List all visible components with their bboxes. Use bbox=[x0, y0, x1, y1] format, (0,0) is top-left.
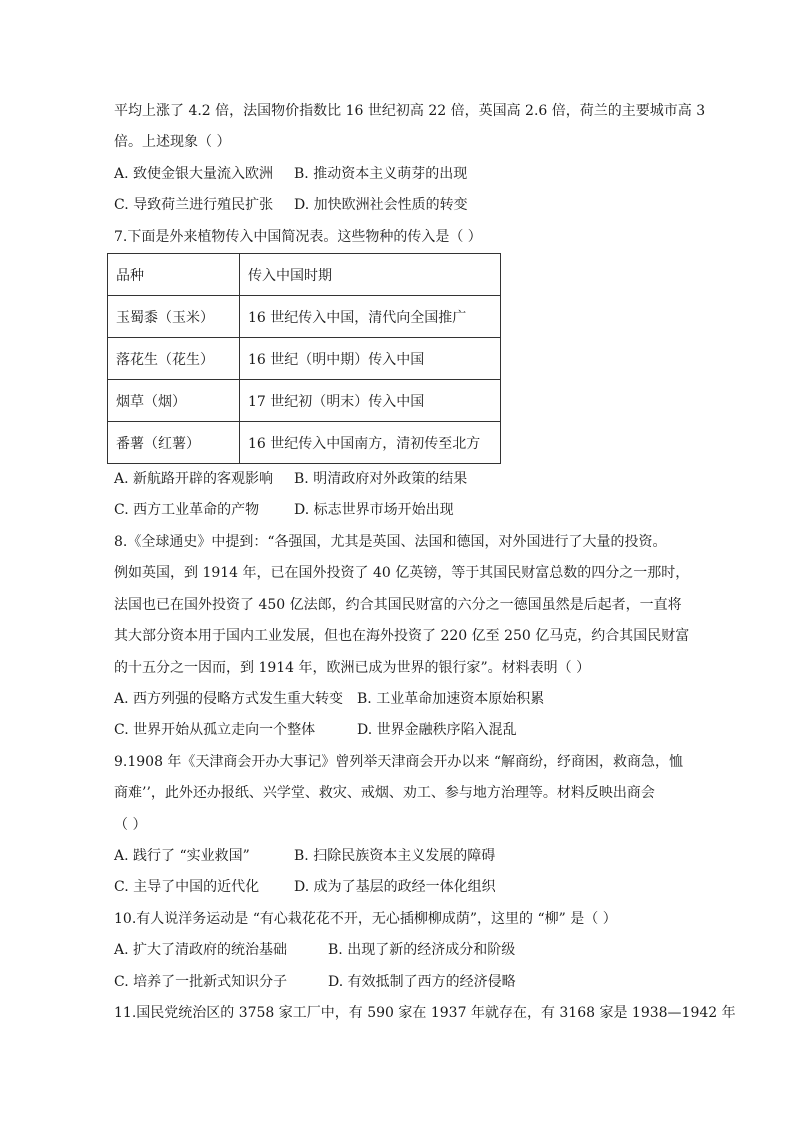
table-cell: 17 世纪初（明末）传入中国 bbox=[240, 380, 501, 422]
table-row bbox=[108, 380, 501, 422]
q8-option-d: D. 世界金融秩序陷入混乱 bbox=[357, 722, 517, 738]
table-header-cell: 传入中国时期 bbox=[240, 254, 501, 296]
q9-option-b: B. 扫除民族资本主义发展的障碍 bbox=[294, 848, 496, 864]
q9-stem-line-1: 9.1908 年《天津商会开办大事记》曾列举天津商会开办以来 “解商纷，纾商困，救商急，恤 bbox=[114, 754, 684, 770]
q8-option-a: A. 西方列强的侵略方式发生重大转变 bbox=[114, 691, 344, 707]
plant-table bbox=[107, 253, 501, 464]
q10-option-a: A. 扩大了清政府的统治基础 bbox=[114, 942, 288, 958]
table-row bbox=[108, 422, 501, 464]
q9-option-a: A. 践行了 “实业救国” bbox=[114, 848, 250, 864]
q10-option-b: B. 出现了新的经济成分和阶级 bbox=[328, 942, 516, 958]
table-cell: 16 世纪传入中国南方，清初传至北方 bbox=[240, 422, 501, 464]
q6-option-d: D. 加快欧洲社会性质的转变 bbox=[294, 197, 468, 213]
q9-option-d: D. 成为了基层的政经一体化组织 bbox=[294, 879, 496, 895]
q9-stem-line-2: 商难’’，此外还办报纸、兴学堂、救灾、戒烟、劝工、参与地方治理等。材料反映出商会 bbox=[114, 785, 655, 801]
q8-stem-line-3: 法国也已在国外投资了 450 亿法郎，约合其国民财富的六分之一德国虽然是后起者，一直将 bbox=[114, 597, 682, 613]
q8-stem-line-4: 其大部分资本用于国内工业发展，但也在海外投资了 220 亿至 250 亿马克，约合其国民财富 bbox=[114, 628, 690, 644]
q10-stem: 10.有人说洋务运动是 “有心栽花花不开，无心插柳柳成荫”，这里的 “柳” 是（ ） bbox=[114, 911, 617, 927]
q8-option-b: B. 工业革命加速资本原始积累 bbox=[357, 691, 545, 707]
q7-stem: 7.下面是外来植物传入中国简况表。这些物种的传入是（ ） bbox=[114, 229, 482, 245]
q8-stem-line-1: 8.《全球通史》中提到：“各强国，尤其是英国、法国和德国，对外国进行了大量的投资。 bbox=[114, 534, 667, 550]
q7-option-b: B. 明清政府对外政策的结果 bbox=[294, 471, 468, 487]
q6-option-c: C. 导致荷兰进行殖民扩张 bbox=[114, 197, 274, 213]
q6-stem-line-1: 平均上涨了 4.2 倍，法国物价指数比 16 世纪初高 22 倍，英国高 2.6 倍，荷兰的主要城市高 3 bbox=[114, 103, 706, 119]
q11-stem-line-1: 11.国民党统治区的 3758 家工厂中，有 590 家在 1937 年就存在，有 3168 家是 1938—1942 年 bbox=[114, 1005, 736, 1021]
q8-stem-line-2: 例如英国，到 1914 年，已在国外投资了 40 亿英镑，等于其国民财富总数的四分之一那时， bbox=[114, 565, 690, 581]
q6-option-b: B. 推动资本主义萌芽的出现 bbox=[294, 166, 468, 182]
q10-option-d: D. 有效抵制了西方的经济侵略 bbox=[328, 974, 516, 990]
q6-stem-line-2: 倍。上述现象（ ） bbox=[114, 134, 231, 150]
q10-option-c: C. 培养了一批新式知识分子 bbox=[114, 974, 288, 990]
table-cell: 16 世纪传入中国，清代向全国推广 bbox=[240, 296, 501, 338]
q6-option-a: A. 致使金银大量流入欧洲 bbox=[114, 166, 274, 182]
table-cell: 烟草（烟） bbox=[108, 380, 240, 422]
q7-option-d: D. 标志世界市场开始出现 bbox=[294, 502, 454, 518]
table-row bbox=[108, 338, 501, 380]
table-cell: 16 世纪（明中期）传入中国 bbox=[240, 338, 501, 380]
q8-option-c: C. 世界开始从孤立走向一个整体 bbox=[114, 722, 316, 738]
q7-option-a: A. 新航路开辟的客观影响 bbox=[114, 471, 274, 487]
table-header-row bbox=[108, 254, 501, 296]
q9-stem-line-3: （ ） bbox=[114, 817, 147, 833]
q7-option-c: C. 西方工业革命的产物 bbox=[114, 502, 260, 518]
q8-stem-line-5: 的十五分之一因而，到 1914 年，欧洲已成为世界的银行家”。材料表明（ ） bbox=[114, 660, 591, 676]
table-row bbox=[108, 296, 501, 338]
table-cell: 番薯（红薯） bbox=[108, 422, 240, 464]
table-header-cell: 品种 bbox=[108, 254, 240, 296]
table-cell: 玉蜀黍（玉米） bbox=[108, 296, 240, 338]
q9-option-c: C. 主导了中国的近代化 bbox=[114, 879, 260, 895]
table-cell: 落花生（花生） bbox=[108, 338, 240, 380]
